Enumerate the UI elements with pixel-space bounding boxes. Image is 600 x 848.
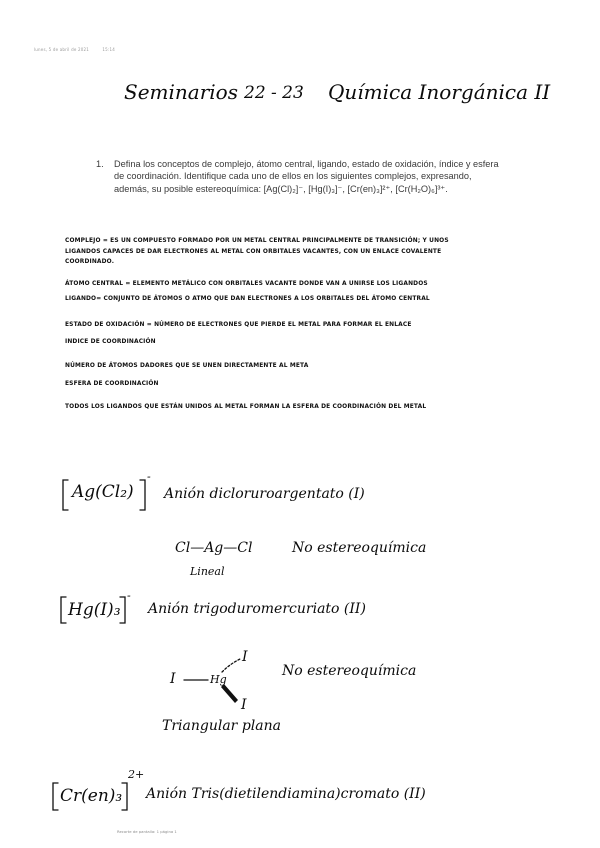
cr-bracket-left bbox=[53, 783, 58, 810]
ag-charge: - bbox=[147, 470, 151, 483]
answer-esfera-def: TODOS LOS LIGANDOS QUE ESTÁN UNIDOS AL METAL FORMAN LA ESFERA DE COORDINACIÓN DEL METAL bbox=[65, 404, 427, 410]
cr-charge: 2+ bbox=[128, 768, 145, 781]
answer-estado-oxidacion: ESTADO DE OXIDACIÓN = NÚMERO DE ELECTRONES QUE PIERDE EL METAL PARA FORMAR EL ENLACE bbox=[65, 322, 412, 328]
ag-formula: Ag(Cl₂) bbox=[72, 482, 134, 502]
answer-indice-label: INDICE DE COORDINACIÓN bbox=[65, 339, 156, 345]
cr-bracket-right bbox=[122, 783, 127, 810]
ag-stereo: No estereoquímica bbox=[292, 540, 427, 556]
hg-bond-top-dashed bbox=[222, 659, 240, 672]
time-text: 15:14 bbox=[102, 47, 115, 52]
hg-bond-bottom-wedge bbox=[221, 684, 238, 703]
page-footer: Recorte de pantalla: 1 página 1 bbox=[117, 829, 177, 834]
hg-name: Anión trigoduromercuriato (II) bbox=[148, 601, 366, 617]
cr-formula: Cr(en)₃ bbox=[60, 786, 123, 806]
ag-structure: Cl—Ag—Cl bbox=[175, 540, 253, 556]
ag-geometry: Lineal bbox=[190, 565, 225, 578]
hg-metal: Hg bbox=[210, 673, 227, 686]
hg-ligand-top: I bbox=[242, 649, 248, 665]
answer-ligando: LIGANDO= CONJUNTO DE ÁTOMOS O ATMO QUE DAN ELECTRONES A LOS ORBITALES DEL ÁTOMO CENTRAL bbox=[65, 296, 430, 302]
answer-complejo: COMPLEJO = ES UN COMPUESTO FORMADO POR UN METAL CENTRAL PRINCIPALMENTE DE TRANSICIÓN; Y UNOS LIGANDOS CAPACES DE DAR ELECTRONES AL METAL CON ORBITALES VACANTES, CON UN ENLACE COVALENTE COORDINADO. bbox=[65, 238, 449, 265]
answer-atomo-central: ÁTOMO CENTRAL = ELEMENTO METÁLICO CON ORBITALES VACANTE DONDE VAN A UNIRSE LOS LIGANDOS bbox=[65, 281, 428, 287]
title-subject: Seminarios bbox=[124, 80, 238, 104]
title-course: Química Inorgánica II bbox=[328, 80, 551, 104]
ag-bracket-left bbox=[63, 480, 68, 510]
hg-geometry: Triangular plana bbox=[162, 718, 281, 734]
title-year: 22 - 23 bbox=[244, 83, 304, 103]
hg-ligand-left: I bbox=[170, 671, 176, 687]
date-text: lunes, 5 de abril de 2021 bbox=[34, 47, 89, 52]
cr-name: Anión Tris(dietilendiamina)cromato (II) bbox=[146, 786, 426, 802]
hg-stereo: No estereoquímica bbox=[282, 663, 417, 679]
ag-bracket-right bbox=[140, 480, 145, 510]
question-number: 1. bbox=[96, 159, 104, 169]
question-text: Defina los conceptos de complejo, átomo central, ligando, estado de oxidación, índice y esfera de coordinación. Identifique cada uno de ellos en los siguientes complejos, expresando, además, su posible estereoquímica: [Ag(Cl)₂]⁻, [Hg(I)₃]⁻, [Cr(en)₃]²⁺, [Cr(H₂O)₆]³⁺. bbox=[114, 159, 499, 194]
hg-charge: - bbox=[127, 589, 131, 602]
hg-ligand-bottom: I bbox=[241, 697, 247, 713]
answer-esfera-label: ESFERA DE COORDINACIÓN bbox=[65, 381, 159, 387]
hg-bracket-left bbox=[61, 597, 66, 623]
hg-formula: Hg(I)₃ bbox=[68, 600, 121, 620]
answer-indice-def: NÚMERO DE ÁTOMOS DADORES QUE SE UNEN DIRECTAMENTE AL META bbox=[65, 363, 309, 369]
ag-name: Anión dicloruroargentato (I) bbox=[164, 486, 365, 502]
